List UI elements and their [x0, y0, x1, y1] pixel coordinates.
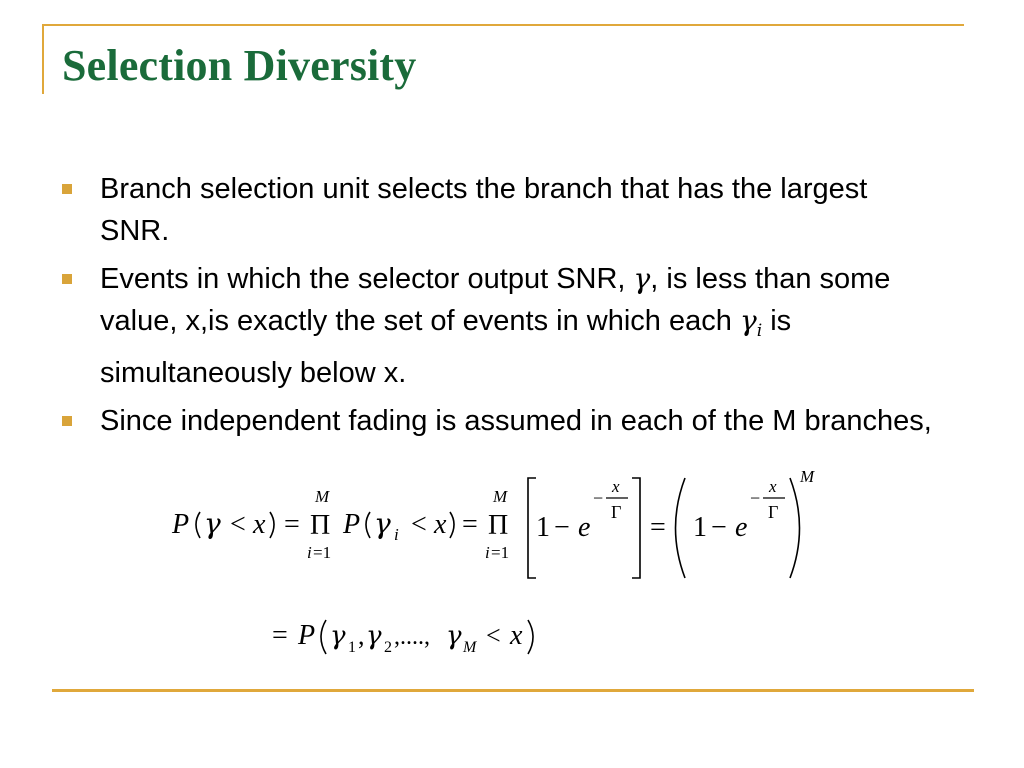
eq-prod2-symbol: Π — [488, 510, 509, 541]
eq2-gamma-2: γ — [366, 621, 382, 651]
title-accent-top-line — [42, 24, 964, 26]
bullet-text-before: Events in which the selector output SNR, — [100, 263, 626, 295]
eq-mid-paren-open — [366, 512, 370, 538]
eq2-paren-open — [321, 620, 326, 654]
bullet-list — [62, 168, 942, 448]
eq-prod2-lower-i: i — [485, 543, 490, 562]
slide-title: Selection Diversity — [62, 41, 417, 90]
eq-bracket-minus: − — [554, 512, 570, 543]
title-accent-vertical-line — [42, 24, 44, 94]
eq-paren-exp-x: x — [769, 477, 777, 496]
square-bullet-icon — [62, 416, 72, 426]
eq-bracket-exp-Gamma: Γ — [611, 502, 622, 522]
eq-lhs-paren-close — [270, 512, 274, 538]
bullet-text: Branch selection unit selects the branch that has the largest SNR. — [100, 173, 868, 247]
eq-bracket-open — [528, 478, 536, 578]
equation-joint-probability — [270, 612, 570, 662]
eq-paren-big-open — [676, 478, 686, 578]
eq2-comma-1: , — [358, 621, 365, 650]
eq-prod2-lower-eq: =1 — [491, 543, 510, 562]
eq-paren-minus: − — [711, 512, 727, 543]
eq-lhs-lt: < — [230, 509, 246, 540]
eq-bracket-one: 1 — [536, 512, 550, 543]
eq-paren-exp-minus: − — [750, 488, 761, 508]
eq2-sub-1: 1 — [348, 639, 356, 656]
bullet-item-independent-fading — [62, 400, 942, 442]
eq2-paren-close — [528, 620, 533, 654]
eq-paren-exp-Gamma: Γ — [768, 502, 779, 522]
eq-lhs-P: P — [172, 509, 190, 540]
eq-bracket-exp-minus: − — [593, 488, 604, 508]
bullet-text: Since independent fading is assumed in each of the M branches, — [100, 405, 932, 437]
eq-bracket-e: e — [578, 512, 591, 543]
eq-paren-e: e — [735, 512, 748, 543]
eq-equals-2: = — [462, 509, 478, 540]
eq-mid-i: i — [394, 525, 399, 544]
eq-bracket-exp-x: x — [612, 477, 620, 496]
eq-power-M: M — [800, 468, 815, 486]
bullet-item-branch-selection — [62, 168, 942, 252]
eq-mid-P: P — [343, 509, 361, 540]
eq-prod-lower-i: i — [307, 543, 312, 562]
eq-mid-lt: < — [411, 509, 427, 540]
gamma-i-symbol: γ — [739, 304, 757, 337]
eq-equals-3: = — [650, 512, 666, 543]
eq2-dots: ,...., — [394, 624, 430, 650]
eq-equals-1: = — [284, 509, 300, 540]
square-bullet-icon — [62, 274, 72, 284]
eq2-sub-2: 2 — [384, 639, 392, 656]
eq-lhs-gamma: γ — [204, 507, 221, 540]
eq2-equals: = — [272, 620, 288, 651]
eq-paren-one: 1 — [693, 512, 707, 543]
eq2-lt: < — [486, 621, 501, 650]
eq2-x: x — [510, 620, 523, 651]
eq-paren-big-close — [790, 478, 800, 578]
eq2-P: P — [298, 620, 316, 651]
eq-lhs-paren-open — [196, 512, 200, 538]
eq2-gamma-1: γ — [330, 621, 346, 651]
equation-probability-product — [160, 468, 840, 588]
eq-prod-upper: M — [315, 487, 330, 506]
eq-mid-paren-close — [450, 512, 454, 538]
bullet-text-after: is simultaneously below x. — [100, 305, 792, 389]
eq2-gamma-M: γ — [446, 621, 462, 651]
square-bullet-icon — [62, 184, 72, 194]
eq2-sub-M: M — [463, 639, 477, 656]
gamma-symbol: γ — [633, 262, 651, 295]
eq-mid-x: x — [434, 509, 447, 540]
eq-prod-symbol: Π — [310, 510, 331, 541]
eq-prod-lower-eq: =1 — [313, 543, 332, 562]
eq-lhs-x: x — [253, 509, 266, 540]
eq-mid-gamma: γ — [374, 507, 391, 540]
bullet-text-middle: , is less than some value, x,is exactly the set of events in which each — [100, 263, 891, 337]
gamma-i-subscript: i — [756, 321, 763, 341]
eq-bracket-close — [632, 478, 640, 578]
footer-accent-line — [52, 689, 974, 692]
eq-prod2-upper: M — [493, 487, 508, 506]
bullet-item-events — [62, 258, 942, 394]
